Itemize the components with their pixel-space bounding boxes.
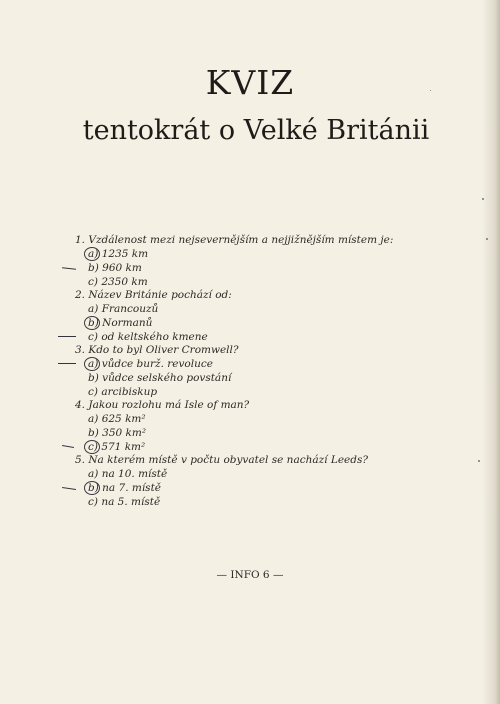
question-1: 1. Vzdálenost mezi nejsevernějším a nejjižnějším místem je: (75, 234, 394, 246)
question-1-option-b: b) 960 km (88, 262, 142, 274)
question-4-option-c: c) 571 km² (88, 441, 146, 453)
question-3: 3. Kdo to byl Oliver Cromwell? (75, 344, 239, 356)
question-2-option-c: c) od keltského kmene (88, 331, 208, 343)
pen-circle-mark (84, 481, 100, 495)
question-5-option-a: a) na 10. místě (88, 468, 168, 480)
page-footer: — INFO 6 — (216, 569, 284, 581)
question-5-option-b: b) na 7. místě (88, 482, 162, 494)
pen-dash-mark (58, 363, 76, 364)
page-subtitle: tentokrát o Velké Británii (82, 115, 430, 146)
question-3-option-a: a) vůdce burž. revoluce (88, 358, 213, 370)
question-3-option-b: b) vůdce selského povstání (88, 372, 232, 384)
pen-circle-mark (84, 440, 100, 454)
pen-dash-mark (62, 267, 76, 270)
question-3-option-c: c) arcibiskup (88, 386, 158, 398)
question-1-option-c: c) 2350 km (88, 276, 148, 288)
pen-dash-mark (62, 487, 76, 490)
pen-circle-mark (84, 247, 100, 261)
question-4-option-a: a) 625 km² (88, 413, 146, 425)
question-1-option-a: a) 1235 km (88, 248, 149, 260)
question-5-option-c: c) na 5. místě (88, 496, 161, 508)
question-2: 2. Název Británie pochází od: (75, 289, 232, 301)
pen-dash-mark (58, 336, 76, 337)
question-4: 4. Jakou rozlohu má Isle of man? (75, 399, 250, 411)
question-2-option-a: a) Francouzů (88, 303, 159, 315)
pen-dash-mark (62, 445, 74, 448)
question-4-option-b: b) 350 km² (88, 427, 147, 439)
question-5: 5. Na kterém místě v počtu obyvatel se nachází Leeds? (75, 454, 368, 466)
pen-circle-mark (84, 316, 100, 330)
question-2-option-b: b) Normanů (88, 317, 153, 329)
page-title: KVIZ (205, 63, 295, 102)
pen-circle-mark (84, 357, 100, 371)
